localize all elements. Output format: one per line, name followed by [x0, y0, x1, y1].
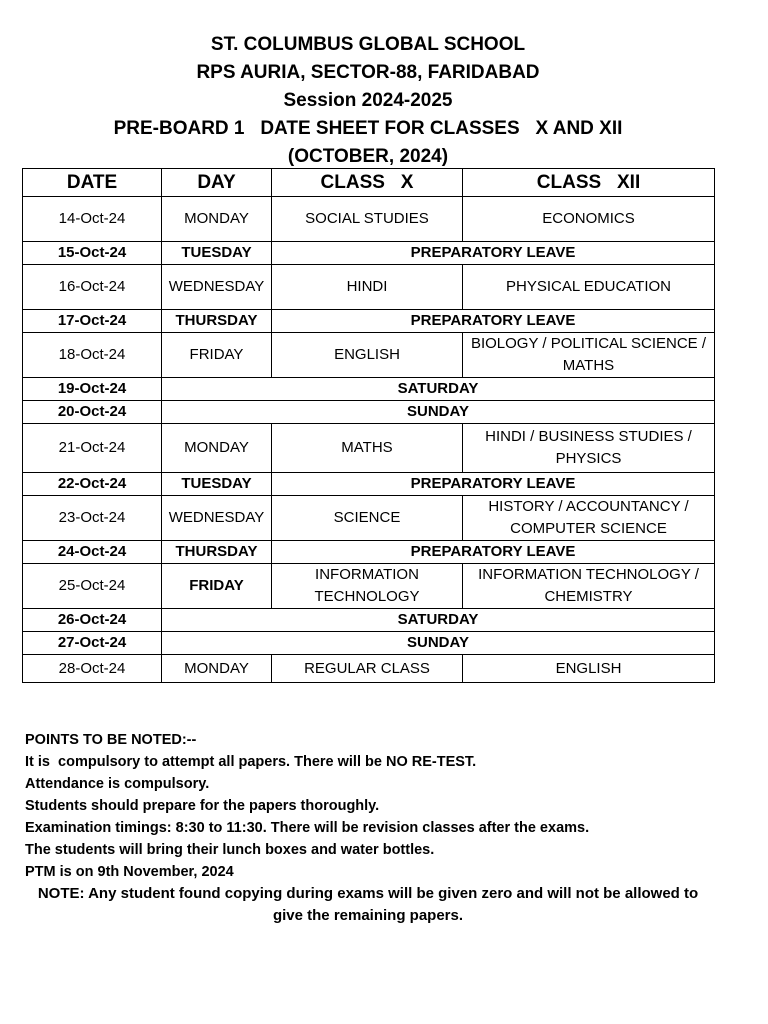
date-cell: 20-Oct-24 [23, 401, 162, 424]
table-row [23, 197, 715, 242]
note-item: It is compulsory to attempt all papers. There will be NO RE-TEST. [25, 754, 477, 770]
date-cell: 21-Oct-24 [23, 424, 162, 473]
class-xii-subject: PHYSICAL EDUCATION [463, 265, 715, 310]
table-row [23, 564, 715, 609]
holiday-cell: SATURDAY [162, 609, 715, 632]
date-cell: 25-Oct-24 [23, 564, 162, 609]
day-cell: WEDNESDAY [162, 265, 272, 310]
date-cell: 17-Oct-24 [23, 310, 162, 333]
date-cell: 22-Oct-24 [23, 473, 162, 496]
class-xii-subject: ENGLISH [463, 655, 715, 683]
table-row [23, 333, 715, 378]
day-cell: FRIDAY [162, 564, 272, 609]
table-row [23, 265, 715, 310]
note-item: The students will bring their lunch boxes and water bottles. [25, 842, 435, 858]
table-row [23, 632, 715, 655]
date-cell: 26-Oct-24 [23, 609, 162, 632]
date-cell: 14-Oct-24 [23, 197, 162, 242]
date-cell: 18-Oct-24 [23, 333, 162, 378]
school-address: RPS AURIA, SECTOR-88, FARIDABAD [196, 62, 540, 83]
day-cell: FRIDAY [162, 333, 272, 378]
class-xii-subject: BIOLOGY / POLITICAL SCIENCE / MATHS [463, 333, 715, 378]
class-x-subject: REGULAR CLASS [272, 655, 463, 683]
holiday-cell: SUNDAY [162, 401, 715, 424]
holiday-cell: SUNDAY [162, 632, 715, 655]
preparatory-leave-cell: PREPARATORY LEAVE [272, 541, 715, 564]
class-xii-subject: HISTORY / ACCOUNTANCY / COMPUTER SCIENCE [463, 496, 715, 541]
table-row [23, 609, 715, 632]
class-x-subject: SCIENCE [272, 496, 463, 541]
notes-heading: POINTS TO BE NOTED:-- [25, 732, 197, 748]
class-xii-subject: INFORMATION TECHNOLOGY / CHEMISTRY [463, 564, 715, 609]
table-row [23, 655, 715, 683]
table-row [23, 496, 715, 541]
date-sheet-title: PRE-BOARD 1 DATE SHEET FOR CLASSES X AND XII [113, 118, 623, 139]
session-label: Session 2024-2025 [283, 90, 453, 111]
date-cell: 16-Oct-24 [23, 265, 162, 310]
column-header-date: DATE [23, 169, 162, 197]
day-cell: TUESDAY [162, 473, 272, 496]
note-item: Students should prepare for the papers thoroughly. [25, 798, 380, 814]
date-cell: 24-Oct-24 [23, 541, 162, 564]
preparatory-leave-cell: PREPARATORY LEAVE [272, 310, 715, 333]
note-item: Examination timings: 8:30 to 11:30. There will be revision classes after the exams. [25, 820, 590, 836]
date-cell: 23-Oct-24 [23, 496, 162, 541]
page-header [0, 31, 736, 171]
date-sheet-table [22, 168, 715, 683]
day-cell: MONDAY [162, 197, 272, 242]
day-cell: MONDAY [162, 424, 272, 473]
note-item: PTM is on 9th November, 2024 [25, 864, 234, 880]
table-row [23, 473, 715, 496]
date-cell: 28-Oct-24 [23, 655, 162, 683]
class-xii-subject: HINDI / BUSINESS STUDIES / PHYSICS [463, 424, 715, 473]
table-row [23, 424, 715, 473]
class-xii-subject: ECONOMICS [463, 197, 715, 242]
table-row [23, 541, 715, 564]
day-cell: TUESDAY [162, 242, 272, 265]
table-row [23, 310, 715, 333]
notes-section [25, 729, 745, 883]
holiday-cell: SATURDAY [162, 378, 715, 401]
exam-month: (OCTOBER, 2024) [287, 146, 449, 167]
column-header-class-xii: CLASS XII [463, 169, 715, 197]
class-x-subject: INFORMATION TECHNOLOGY [272, 564, 463, 609]
class-x-subject: SOCIAL STUDIES [272, 197, 463, 242]
date-cell: 19-Oct-24 [23, 378, 162, 401]
class-x-subject: ENGLISH [272, 333, 463, 378]
class-x-subject: HINDI [272, 265, 463, 310]
table-header-row [23, 169, 715, 197]
day-cell: THURSDAY [162, 541, 272, 564]
copying-warning-note: NOTE: Any student found copying during exams will be given zero and will not be allowed to give the remaining papers. [37, 885, 699, 924]
note-item: Attendance is compulsory. [25, 776, 210, 792]
column-header-class-x: CLASS X [272, 169, 463, 197]
table-row [23, 242, 715, 265]
preparatory-leave-cell: PREPARATORY LEAVE [272, 242, 715, 265]
table-row [23, 378, 715, 401]
day-cell: WEDNESDAY [162, 496, 272, 541]
column-header-day: DAY [162, 169, 272, 197]
date-cell: 27-Oct-24 [23, 632, 162, 655]
date-cell: 15-Oct-24 [23, 242, 162, 265]
day-cell: THURSDAY [162, 310, 272, 333]
table-row [23, 401, 715, 424]
school-name: ST. COLUMBUS GLOBAL SCHOOL [210, 34, 526, 55]
class-x-subject: MATHS [272, 424, 463, 473]
preparatory-leave-cell: PREPARATORY LEAVE [272, 473, 715, 496]
day-cell: MONDAY [162, 655, 272, 683]
